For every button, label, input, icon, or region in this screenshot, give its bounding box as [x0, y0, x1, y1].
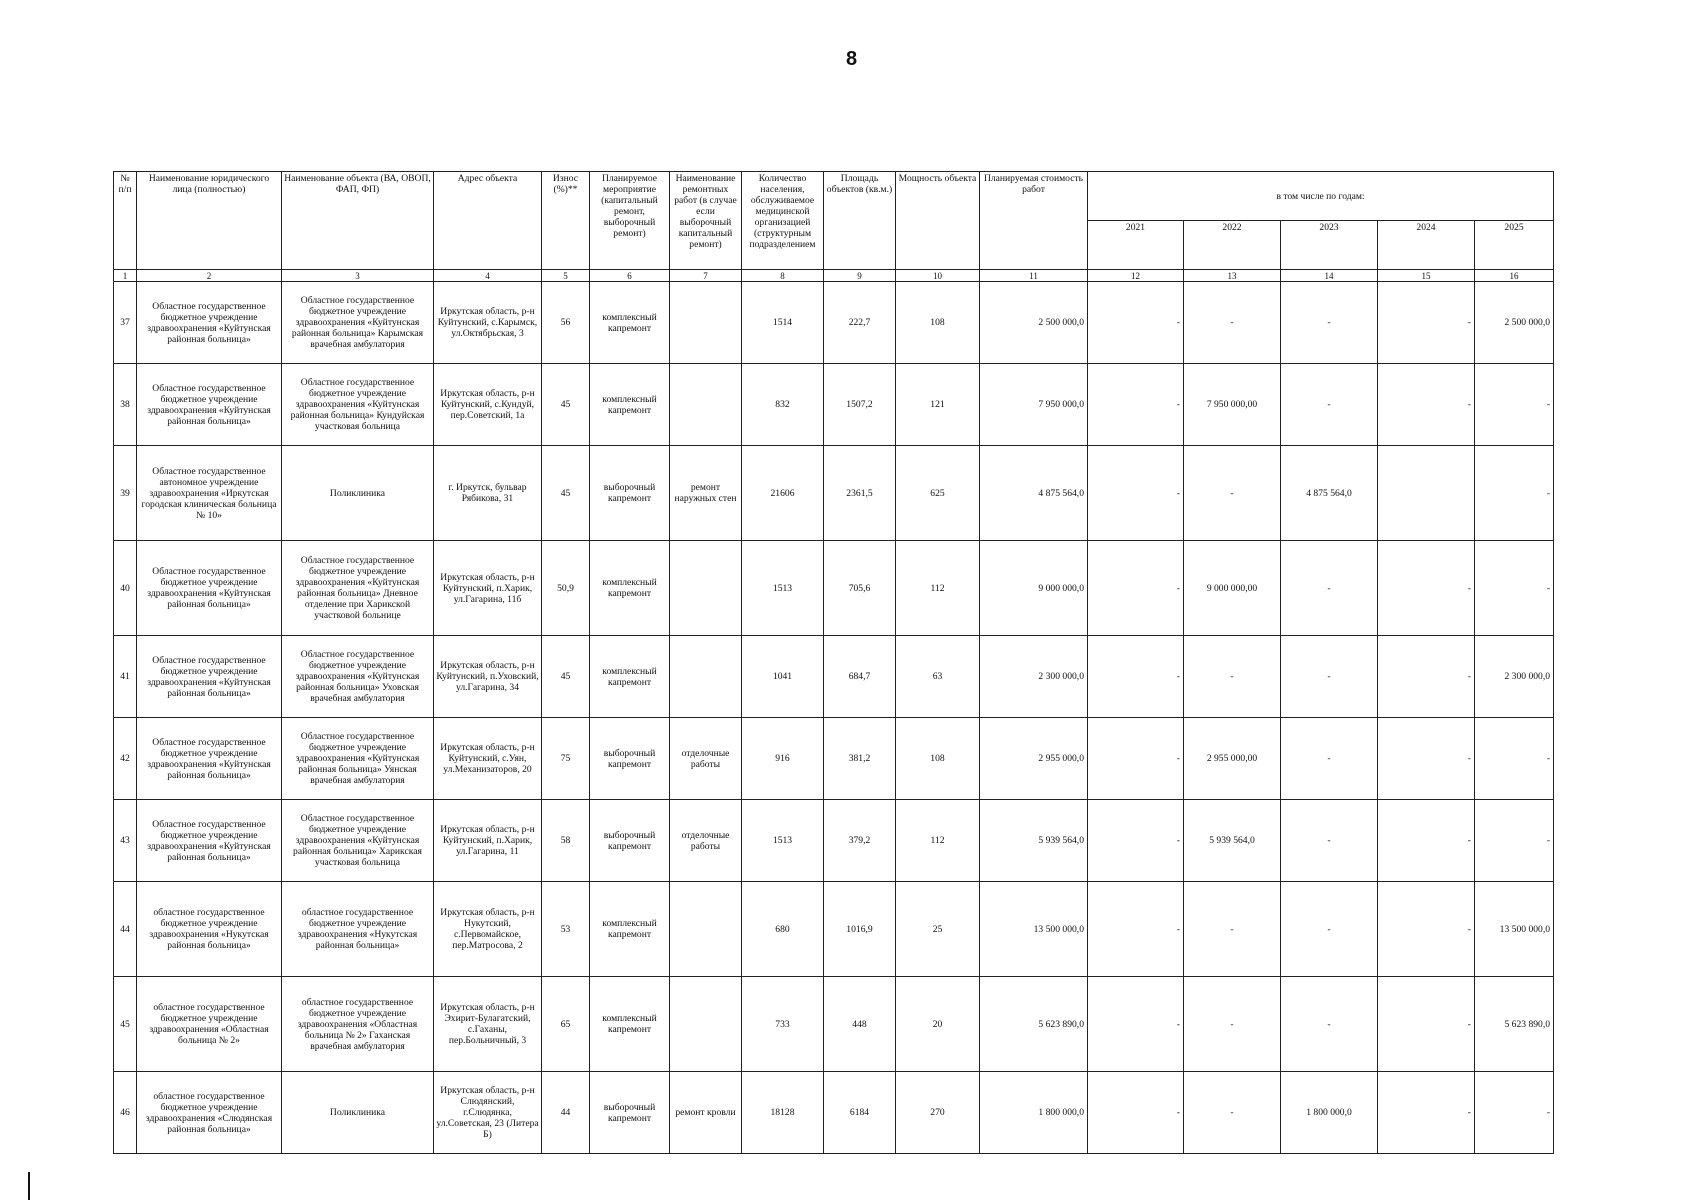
header-year-2024: 2024: [1378, 221, 1475, 270]
area-cell: 2361,5: [824, 446, 896, 541]
year-2022-cell: 2 955 000,00: [1184, 718, 1281, 800]
header-legal-entity: Наименование юридического лица (полностью): [137, 172, 282, 270]
cost-cell: 7 950 000,0: [980, 364, 1088, 446]
year-2023-cell: -: [1281, 718, 1378, 800]
wear-cell: 75: [542, 718, 590, 800]
year-2022-cell: -: [1184, 636, 1281, 718]
table-row: [114, 882, 1554, 977]
column-number: 3: [282, 270, 434, 282]
wear-cell: 53: [542, 882, 590, 977]
wear-cell: 50,9: [542, 541, 590, 636]
legal-entity-cell: Областное государственное бюджетное учреждение здравоохранения «Куйтунская районная больница»: [137, 282, 282, 364]
wear-cell: 45: [542, 364, 590, 446]
area-cell: 222,7: [824, 282, 896, 364]
year-2021-cell: -: [1088, 718, 1184, 800]
year-2021-cell: -: [1088, 977, 1184, 1072]
measure-cell: комплексный капремонт: [590, 977, 670, 1072]
year-2024-cell: -: [1378, 718, 1475, 800]
wear-cell: 45: [542, 636, 590, 718]
wear-cell: 45: [542, 446, 590, 541]
wear-cell: 58: [542, 800, 590, 882]
measure-cell: комплексный капремонт: [590, 282, 670, 364]
column-number: 10: [896, 270, 980, 282]
year-2024-cell: -: [1378, 364, 1475, 446]
year-2025-cell: 13 500 000,0: [1475, 882, 1554, 977]
header-years-group: в том числе по годам:: [1088, 172, 1554, 221]
cost-cell: 1 800 000,0: [980, 1072, 1088, 1154]
capacity-cell: 270: [896, 1072, 980, 1154]
population-cell: 1513: [742, 541, 824, 636]
population-cell: 1514: [742, 282, 824, 364]
table-row: [114, 800, 1554, 882]
address-cell: Иркутская область, р-н Куйтунский, п.Харик, ул.Гагарина, 11б: [434, 541, 542, 636]
capacity-cell: 108: [896, 718, 980, 800]
year-2025-cell: -: [1475, 541, 1554, 636]
year-2023-cell: -: [1281, 541, 1378, 636]
row-number: 43: [114, 800, 137, 882]
year-2021-cell: -: [1088, 446, 1184, 541]
year-2024-cell: -: [1378, 282, 1475, 364]
header-object-name: Наименование объекта (ВА, ОВОП, ФАП, ФП): [282, 172, 434, 270]
area-cell: 381,2: [824, 718, 896, 800]
population-cell: 21606: [742, 446, 824, 541]
cost-cell: 2 300 000,0: [980, 636, 1088, 718]
area-cell: 1507,2: [824, 364, 896, 446]
address-cell: Иркутская область, р-н Куйтунский, с.Кундуй, пер.Советский, 1а: [434, 364, 542, 446]
cost-cell: 5 623 890,0: [980, 977, 1088, 1072]
table-row: [114, 718, 1554, 800]
column-number: 13: [1184, 270, 1281, 282]
population-cell: 1041: [742, 636, 824, 718]
header-year-2022: 2022: [1184, 221, 1281, 270]
header-address: Адрес объекта: [434, 172, 542, 270]
legal-entity-cell: областное государственное бюджетное учреждение здравоохранения «Слюдянская районная больница»: [137, 1072, 282, 1154]
object-name-cell: областное государственное бюджетное учреждение здравоохранения «Областная больница № 2» Гаханская врачебная амбулатория: [282, 977, 434, 1072]
address-cell: Иркутская область, р-н Слюдянский, г.Слюдянка, ул.Советская, 23 (Литера Б): [434, 1072, 542, 1154]
cost-cell: 2 955 000,0: [980, 718, 1088, 800]
year-2024-cell: [1378, 446, 1475, 541]
address-cell: Иркутская область, р-н Эхирит-Булагатский, с.Гаханы, пер.Больничный, 3: [434, 977, 542, 1072]
row-number: 40: [114, 541, 137, 636]
year-2024-cell: -: [1378, 636, 1475, 718]
header-population: Количество населения, обслуживаемое медицинской организацией (структурным подразделением: [742, 172, 824, 270]
column-number: 16: [1475, 270, 1554, 282]
header-works: Наименование ремонтных работ (в случае если выборочный капитальный ремонт): [670, 172, 742, 270]
year-2024-cell: -: [1378, 977, 1475, 1072]
population-cell: 916: [742, 718, 824, 800]
wear-cell: 56: [542, 282, 590, 364]
capacity-cell: 121: [896, 364, 980, 446]
works-cell: ремонт наружных стен: [670, 446, 742, 541]
year-2025-cell: 5 623 890,0: [1475, 977, 1554, 1072]
table-row: [114, 636, 1554, 718]
year-2022-cell: -: [1184, 977, 1281, 1072]
year-2023-cell: -: [1281, 800, 1378, 882]
area-cell: 1016,9: [824, 882, 896, 977]
works-cell: ремонт кровли: [670, 1072, 742, 1154]
year-2025-cell: -: [1475, 364, 1554, 446]
year-2021-cell: -: [1088, 800, 1184, 882]
column-number: 4: [434, 270, 542, 282]
works-cell: [670, 636, 742, 718]
table-row: [114, 541, 1554, 636]
table-body: [114, 282, 1554, 1154]
column-number: 9: [824, 270, 896, 282]
population-cell: 18128: [742, 1072, 824, 1154]
measure-cell: комплексный капремонт: [590, 364, 670, 446]
year-2022-cell: -: [1184, 282, 1281, 364]
legal-entity-cell: Областное государственное бюджетное учреждение здравоохранения «Куйтунская районная больница»: [137, 800, 282, 882]
address-cell: Иркутская область, р-н Нукутский, с.Первомайское, пер.Матросова, 2: [434, 882, 542, 977]
table-row: [114, 977, 1554, 1072]
table-row: [114, 446, 1554, 541]
area-cell: 684,7: [824, 636, 896, 718]
address-cell: Иркутская область, р-н Куйтунский, с.Карымск, ул.Октябрьская, 3: [434, 282, 542, 364]
legal-entity-cell: областное государственное бюджетное учреждение здравоохранения «Нукутская районная больница»: [137, 882, 282, 977]
capacity-cell: 25: [896, 882, 980, 977]
header-year-2021: 2021: [1088, 221, 1184, 270]
capacity-cell: 108: [896, 282, 980, 364]
wear-cell: 65: [542, 977, 590, 1072]
page-number: 8: [846, 48, 858, 70]
population-cell: 733: [742, 977, 824, 1072]
row-number: 42: [114, 718, 137, 800]
year-2024-cell: -: [1378, 1072, 1475, 1154]
scan-edge-mark: [28, 1172, 30, 1200]
works-cell: отделочные работы: [670, 800, 742, 882]
year-2025-cell: -: [1475, 718, 1554, 800]
area-cell: 448: [824, 977, 896, 1072]
column-number: 2: [137, 270, 282, 282]
legal-entity-cell: Областное государственное автономное учреждение здравоохранения «Иркутская городская клиническая больница № 10»: [137, 446, 282, 541]
year-2025-cell: 2 500 000,0: [1475, 282, 1554, 364]
year-2022-cell: -: [1184, 446, 1281, 541]
year-2021-cell: -: [1088, 282, 1184, 364]
object-name-cell: областное государственное бюджетное учреждение здравоохранения «Нукутская районная больница»: [282, 882, 434, 977]
cost-cell: 2 500 000,0: [980, 282, 1088, 364]
row-number: 45: [114, 977, 137, 1072]
wear-cell: 44: [542, 1072, 590, 1154]
column-number: 1: [114, 270, 137, 282]
area-cell: 379,2: [824, 800, 896, 882]
year-2021-cell: -: [1088, 882, 1184, 977]
population-cell: 832: [742, 364, 824, 446]
area-cell: 6184: [824, 1072, 896, 1154]
year-2022-cell: 7 950 000,00: [1184, 364, 1281, 446]
year-2022-cell: 9 000 000,00: [1184, 541, 1281, 636]
legal-entity-cell: Областное государственное бюджетное учреждение здравоохранения «Куйтунская районная больница»: [137, 541, 282, 636]
legal-entity-cell: Областное государственное бюджетное учреждение здравоохранения «Куйтунская районная больница»: [137, 718, 282, 800]
capital-repair-table: [113, 171, 1554, 1154]
legal-entity-cell: Областное государственное бюджетное учреждение здравоохранения «Куйтунская районная больница»: [137, 636, 282, 718]
measure-cell: комплексный капремонт: [590, 636, 670, 718]
column-number: 7: [670, 270, 742, 282]
year-2022-cell: 5 939 564,0: [1184, 800, 1281, 882]
object-name-cell: Областное государственное бюджетное учреждение здравоохранения «Куйтунская районная больница» Кундуйская участковая больница: [282, 364, 434, 446]
table-row: [114, 1072, 1554, 1154]
cost-cell: 4 875 564,0: [980, 446, 1088, 541]
column-number: 11: [980, 270, 1088, 282]
year-2022-cell: -: [1184, 882, 1281, 977]
header-capacity: Мощность объекта: [896, 172, 980, 270]
year-2023-cell: 1 800 000,0: [1281, 1072, 1378, 1154]
object-name-cell: Областное государственное бюджетное учреждение здравоохранения «Куйтунская районная больница» Карымская врачебная амбулатория: [282, 282, 434, 364]
capacity-cell: 63: [896, 636, 980, 718]
column-number: 15: [1378, 270, 1475, 282]
address-cell: Иркутская область, р-н Куйтунский, с.Уян, ул.Механизаторов, 20: [434, 718, 542, 800]
column-number-row: [114, 270, 1554, 282]
works-cell: [670, 282, 742, 364]
year-2023-cell: -: [1281, 882, 1378, 977]
column-number: 8: [742, 270, 824, 282]
works-cell: [670, 977, 742, 1072]
column-number: 6: [590, 270, 670, 282]
object-name-cell: Поликлиника: [282, 446, 434, 541]
header-measure: Планируемое мероприятие (капитальный ремонт, выборочный ремонт): [590, 172, 670, 270]
column-number: 14: [1281, 270, 1378, 282]
measure-cell: выборочный капремонт: [590, 446, 670, 541]
population-cell: 1513: [742, 800, 824, 882]
year-2021-cell: -: [1088, 636, 1184, 718]
object-name-cell: Областное государственное бюджетное учреждение здравоохранения «Куйтунская районная больница» Уянская врачебная амбулатория: [282, 718, 434, 800]
table-row: [114, 282, 1554, 364]
capacity-cell: 112: [896, 541, 980, 636]
year-2022-cell: -: [1184, 1072, 1281, 1154]
year-2025-cell: -: [1475, 800, 1554, 882]
object-name-cell: Областное государственное бюджетное учреждение здравоохранения «Куйтунская районная больница» Уховская врачебная амбулатория: [282, 636, 434, 718]
row-number: 46: [114, 1072, 137, 1154]
year-2025-cell: -: [1475, 446, 1554, 541]
year-2021-cell: -: [1088, 541, 1184, 636]
year-2023-cell: -: [1281, 364, 1378, 446]
cost-cell: 9 000 000,0: [980, 541, 1088, 636]
works-cell: [670, 882, 742, 977]
row-number: 39: [114, 446, 137, 541]
cost-cell: 5 939 564,0: [980, 800, 1088, 882]
capacity-cell: 625: [896, 446, 980, 541]
works-cell: [670, 364, 742, 446]
legal-entity-cell: областное государственное бюджетное учреждение здравоохранения «Областная больница № 2»: [137, 977, 282, 1072]
year-2023-cell: -: [1281, 977, 1378, 1072]
area-cell: 705,6: [824, 541, 896, 636]
works-cell: отделочные работы: [670, 718, 742, 800]
header-area: Площадь объектов (кв.м.): [824, 172, 896, 270]
header-cost: Планируемая стоимость работ: [980, 172, 1088, 270]
header-wear: Износ (%)**: [542, 172, 590, 270]
legal-entity-cell: Областное государственное бюджетное учреждение здравоохранения «Куйтунская районная больница»: [137, 364, 282, 446]
measure-cell: выборочный капремонт: [590, 718, 670, 800]
object-name-cell: Областное государственное бюджетное учреждение здравоохранения «Куйтунская районная больница» Харикская участковая больница: [282, 800, 434, 882]
measure-cell: комплексный капремонт: [590, 882, 670, 977]
year-2024-cell: -: [1378, 882, 1475, 977]
row-number: 37: [114, 282, 137, 364]
column-number: 12: [1088, 270, 1184, 282]
year-2024-cell: -: [1378, 541, 1475, 636]
row-number: 38: [114, 364, 137, 446]
capacity-cell: 112: [896, 800, 980, 882]
table-row: [114, 364, 1554, 446]
address-cell: Иркутская область, р-н Куйтунский, п.Уховский, ул.Гагарина, 34: [434, 636, 542, 718]
row-number: 44: [114, 882, 137, 977]
column-number: 5: [542, 270, 590, 282]
year-2024-cell: -: [1378, 800, 1475, 882]
year-2021-cell: -: [1088, 364, 1184, 446]
header-year-2023: 2023: [1281, 221, 1378, 270]
row-number: 41: [114, 636, 137, 718]
address-cell: Иркутская область, р-н Куйтунский, п.Харик, ул.Гагарина, 11: [434, 800, 542, 882]
year-2023-cell: -: [1281, 282, 1378, 364]
works-cell: [670, 541, 742, 636]
measure-cell: комплексный капремонт: [590, 541, 670, 636]
cost-cell: 13 500 000,0: [980, 882, 1088, 977]
population-cell: 680: [742, 882, 824, 977]
capacity-cell: 20: [896, 977, 980, 1072]
header-year-2025: 2025: [1475, 221, 1554, 270]
measure-cell: выборочный капремонт: [590, 800, 670, 882]
year-2025-cell: 2 300 000,0: [1475, 636, 1554, 718]
address-cell: г. Иркутск, бульвар Рябикова, 31: [434, 446, 542, 541]
object-name-cell: Областное государственное бюджетное учреждение здравоохранения «Куйтунская районная больница» Дневное отделение при Харикской участковой больнице: [282, 541, 434, 636]
header-number: № п/п: [114, 172, 137, 270]
object-name-cell: Поликлиника: [282, 1072, 434, 1154]
year-2023-cell: 4 875 564,0: [1281, 446, 1378, 541]
year-2023-cell: -: [1281, 636, 1378, 718]
measure-cell: выборочный капремонт: [590, 1072, 670, 1154]
year-2025-cell: -: [1475, 1072, 1554, 1154]
year-2021-cell: -: [1088, 1072, 1184, 1154]
